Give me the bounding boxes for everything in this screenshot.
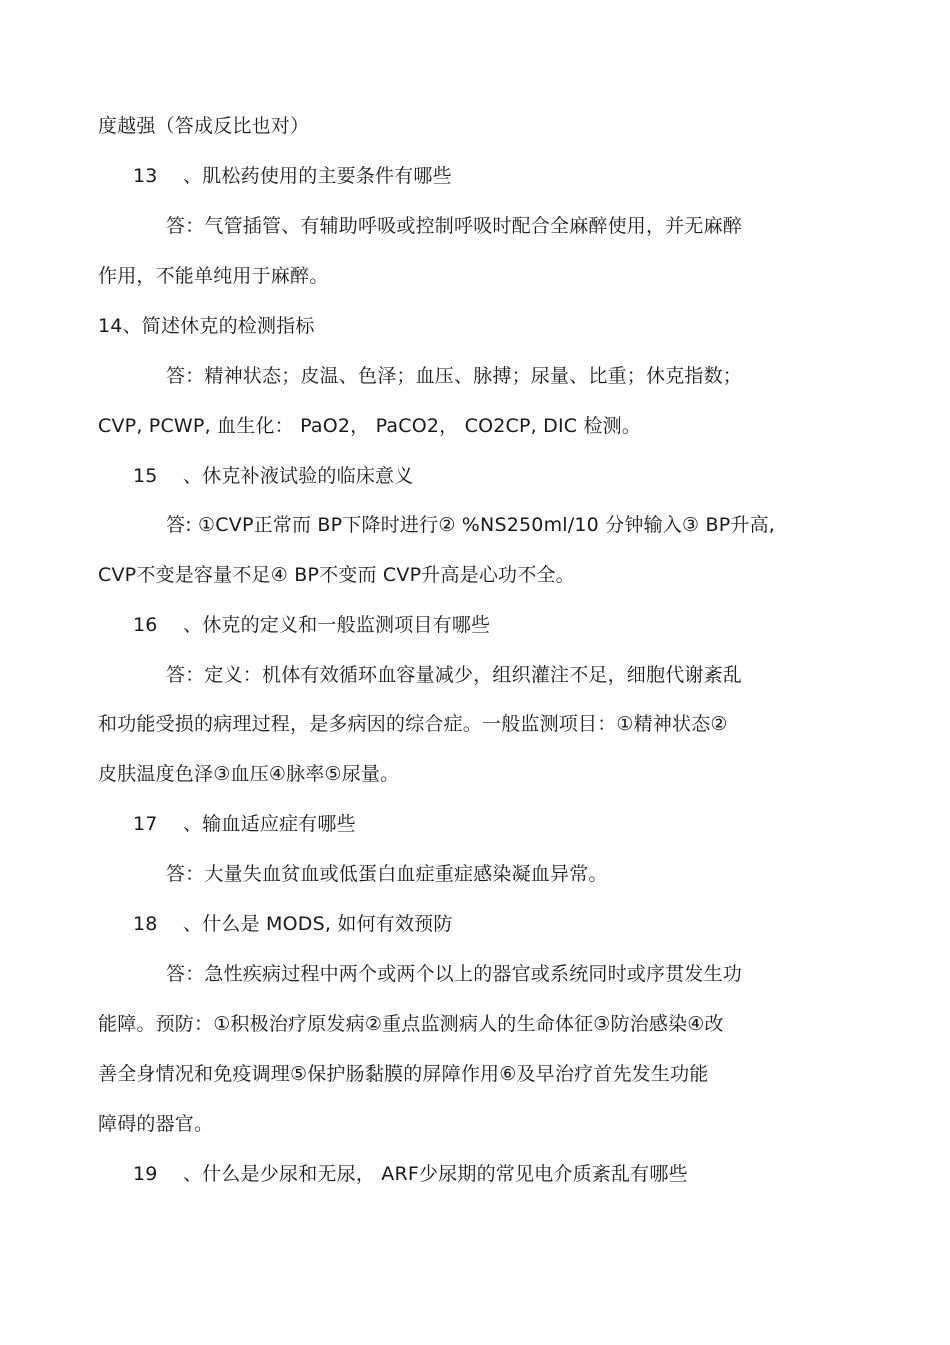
answer-16-line-2: 和功能受损的病理过程，是多病因的综合症。一般监测项目：①精神状态②	[98, 713, 728, 735]
question-17-heading: 17 、输血适应症有哪些	[133, 813, 356, 835]
answer-15-line-1: 答: ①CVP正常而 BP下降时进行② %NS250ml/10 分钟输入③ BP升高,	[166, 514, 776, 536]
question-13-heading: 13 、肌松药使用的主要条件有哪些	[133, 165, 452, 187]
question-14-heading: 14、简述休克的检测指标	[98, 315, 315, 337]
question-19-heading: 19 、什么是少尿和无尿， ARF少尿期的常见电介质紊乱有哪些	[133, 1163, 688, 1185]
answer-14-line-1: 答：精神状态；皮温、色泽；血压、脉搏；尿量、比重；休克指数；	[166, 365, 743, 387]
question-18-heading: 18 、什么是 MODS, 如何有效预防	[133, 913, 453, 935]
answer-14-line-2: CVP, PCWP, 血生化： PaO2， PaCO2， CO2CP, DIC 检测。	[98, 415, 642, 437]
answer-16-line-1: 答：定义：机体有效循环血容量减少，组织灌注不足，细胞代谢紊乱	[166, 664, 743, 686]
answer-16-line-3: 皮肤温度色泽③血压④脉率⑤尿量。	[98, 763, 400, 785]
answer-15-line-2: CVP不变是容量不足④ BP不变而 CVP升高是心功不全。	[98, 564, 575, 586]
answer-18-line-2: 能障。预防：①积极治疗原发病②重点监测病人的生命体征③防治感染④改	[98, 1013, 724, 1035]
answer-18-line-4: 障碍的器官。	[98, 1113, 214, 1135]
answer-18-line-3: 善全身情况和免疫调理⑤保护肠黏膜的屏障作用⑥及早治疗首先发生功能	[98, 1063, 709, 1085]
answer-13-line-1: 答：气管插管、有辅助呼吸或控制呼吸时配合全麻醉使用，并无麻醉	[166, 215, 743, 237]
answer-18-line-1: 答：急性疾病过程中两个或两个以上的器官或系统同时或序贯发生功	[166, 963, 743, 985]
text-line-1: 度越强（答成反比也对）	[98, 115, 310, 137]
question-16-heading: 16 、休克的定义和一般监测项目有哪些	[133, 614, 491, 636]
question-15-heading: 15 、休克补液试验的临床意义	[133, 465, 414, 487]
answer-17-line-1: 答：大量失血贫血或低蛋白血症重症感染凝血异常。	[166, 863, 608, 885]
answer-13-line-2: 作用，不能单纯用于麻醉。	[98, 265, 329, 287]
